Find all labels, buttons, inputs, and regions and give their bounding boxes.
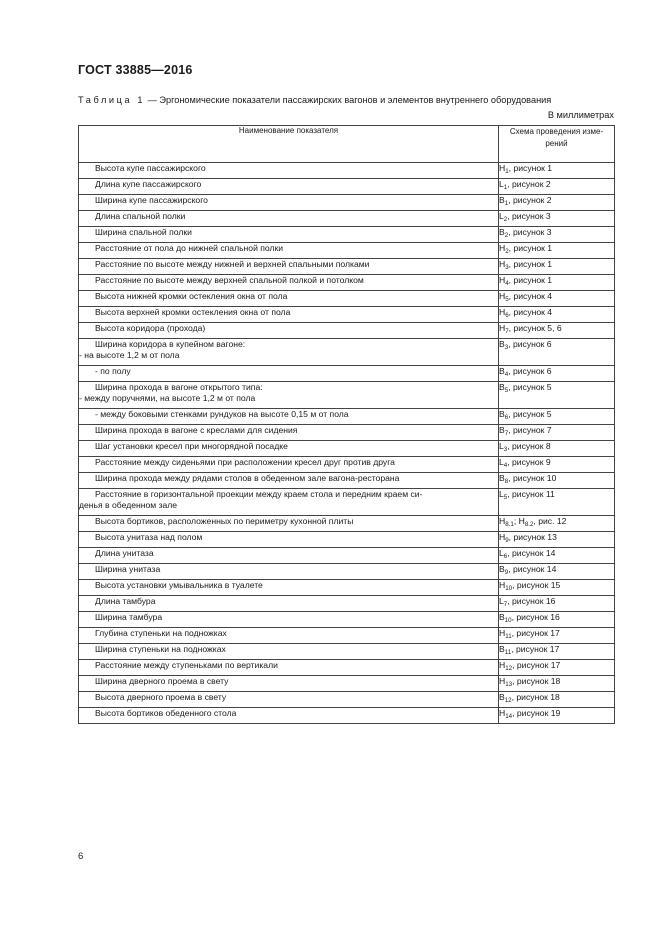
symbol-letter: H — [499, 163, 506, 173]
symbol-letter: L — [499, 211, 504, 221]
symbol-subscript: 11 — [504, 649, 512, 656]
figure-reference: , рисунок 4 — [508, 307, 553, 317]
indicator-name-line: Длина спальной полки — [95, 211, 186, 221]
figure-reference: , рисунок 14 — [508, 564, 557, 574]
table-row — [79, 628, 615, 644]
measurement-scheme-cell — [499, 179, 615, 195]
indicator-name-cell — [79, 473, 499, 489]
table-row — [79, 516, 615, 532]
indicator-name-cell — [79, 211, 499, 227]
symbol-letter: B — [499, 692, 505, 702]
table-row — [79, 473, 615, 489]
indicator-name-line: Высота унитаза над полом — [95, 532, 203, 542]
indicator-name-cell — [79, 644, 499, 660]
symbol-letter: L — [499, 548, 504, 558]
symbol-subscript: 5 — [503, 494, 508, 501]
column-header-scheme: Схема проведения изме-рений — [499, 126, 615, 163]
figure-reference: , рисунок 10 — [508, 473, 557, 483]
symbol-subscript: 8.1 — [505, 521, 514, 528]
column-header-name: Наименование показателя — [79, 126, 499, 163]
symbol-subscript: 7 — [503, 601, 508, 608]
indicator-name-cell — [79, 307, 499, 323]
indicator-name-cell — [79, 163, 499, 179]
indicator-name-line: Высота купе пассажирского — [95, 163, 206, 173]
table-row — [79, 291, 615, 307]
indicator-name-line: Ширина унитаза — [95, 564, 161, 574]
indicator-name-cell — [79, 676, 499, 692]
symbol-letter: B — [499, 339, 505, 349]
indicator-name-cell — [79, 628, 499, 644]
indicator-name-line: Ширина купе пассажирского — [95, 195, 208, 205]
symbol-subscript: 14 — [505, 713, 513, 720]
symbol-letter: H — [499, 307, 506, 317]
symbol-subscript: 3 — [503, 446, 508, 453]
table-row — [79, 195, 615, 211]
symbol-subscript: 1 — [504, 200, 509, 207]
symbol-subscript: 2 — [504, 232, 509, 239]
symbol-subscript: 8 — [504, 478, 509, 485]
indicator-name-line: Ширина прохода в вагоне открытого типа: — [95, 382, 263, 392]
figure-reference: , рисунок 18 — [512, 676, 561, 686]
table-row — [79, 275, 615, 291]
symbol-subscript: 10 — [504, 617, 512, 624]
indicator-name-line: Ширина коридора в купейном вагоне: — [95, 339, 246, 349]
indicator-name-cell — [79, 708, 499, 724]
measurement-scheme-cell — [499, 441, 615, 457]
figure-reference: , рисунок 1 — [508, 275, 553, 285]
measurement-scheme-cell — [499, 339, 615, 366]
indicator-name-line: Высота установки умывальника в туалете — [95, 580, 263, 590]
symbol-subscript: 7 — [504, 430, 509, 437]
symbol-subscript: 3 — [505, 264, 509, 271]
indicator-name-line: Ширина тамбура — [95, 612, 163, 622]
figure-reference: , рисунок 5 — [508, 382, 552, 392]
symbol-letter: B — [499, 644, 505, 654]
units-note: В миллиметрах — [547, 110, 614, 120]
symbol-subscript: 6 — [505, 312, 509, 319]
measurement-scheme-cell — [499, 532, 615, 548]
indicator-name-cell — [79, 259, 499, 275]
indicator-name-line: Высота верхней кромки остекления окна от пола — [95, 307, 291, 317]
measurement-scheme-cell — [499, 366, 615, 382]
indicator-name-cell — [79, 612, 499, 628]
table-row — [79, 612, 615, 628]
indicator-name-line: Высота дверного проема в свету — [95, 692, 227, 702]
indicator-name-line: - по полу — [95, 366, 131, 376]
symbol-subscript: 13 — [505, 681, 513, 688]
indicator-name-cell — [79, 532, 499, 548]
indicator-name-line: Ширина прохода между рядами столов в обеденном зале вагона-ресторана — [95, 473, 400, 483]
indicator-name-line: Ширина спальной полки — [95, 227, 192, 237]
symbol-letter: H — [499, 259, 506, 269]
indicator-name-cell — [79, 441, 499, 457]
symbol-subscript: 4 — [503, 462, 508, 469]
indicator-name-line: Ширина прохода в вагоне с креслами для сидения — [95, 425, 298, 435]
indicator-name-cell — [79, 339, 499, 366]
indicator-name-cell — [79, 580, 499, 596]
indicator-name-line: Расстояние между ступеньками по вертикали — [95, 660, 278, 670]
symbol-subscript: 11 — [505, 633, 512, 640]
symbol-letter: B — [499, 366, 505, 376]
indicator-name-line: Шаг установки кресел при многорядной посадке — [95, 441, 288, 451]
symbol-letter: B — [499, 409, 505, 419]
measurement-scheme-cell — [499, 612, 615, 628]
figure-reference: , рисунок 5 — [508, 409, 552, 419]
symbol-letter: H — [499, 291, 506, 301]
figure-reference: , рисунок 3 — [507, 211, 551, 221]
table-row — [79, 259, 615, 275]
indicator-name-cell — [79, 548, 499, 564]
measurement-scheme-cell — [499, 163, 615, 179]
indicator-name-line: Расстояние в горизонтальной проекции между краем стола и передним краем си- — [95, 489, 423, 499]
indicator-name-cell — [79, 275, 499, 291]
measurement-scheme-cell — [499, 473, 615, 489]
table-row — [79, 382, 615, 409]
document-header: ГОСТ 33885—2016 — [78, 63, 193, 77]
table-row — [79, 243, 615, 259]
indicator-name-line: Расстояние между сиденьями при расположении кресел друг против друга — [95, 457, 395, 467]
symbol-subscript: 4 — [504, 371, 509, 378]
symbol-subscript: 3 — [504, 344, 509, 351]
symbol-letter: H — [499, 516, 506, 526]
measurement-scheme-cell — [499, 596, 615, 612]
indicator-name-cell — [79, 596, 499, 612]
figure-reference: , рисунок 1 — [508, 243, 553, 253]
table-row — [79, 409, 615, 425]
symbol-letter: L — [499, 489, 504, 499]
indicator-name-line: - на высоте 1,2 м от пола — [79, 350, 180, 360]
measurement-scheme-cell — [499, 516, 615, 532]
measurement-scheme-cell — [499, 676, 615, 692]
figure-reference: , рисунок 17 — [511, 644, 560, 654]
indicator-name-line: Ширина ступеньки на подножках — [95, 644, 226, 654]
figure-reference: , рисунок 5, 6 — [508, 323, 562, 333]
figure-reference: , рисунок 9 — [507, 457, 551, 467]
figure-reference: , рисунок 8 — [507, 441, 551, 451]
symbol-subscript: 1 — [505, 168, 509, 175]
figure-reference: , рисунок 17 — [511, 628, 560, 638]
figure-reference: , рисунок 14 — [507, 548, 556, 558]
symbol-letter: B — [499, 195, 505, 205]
figure-reference: , рисунок 2 — [508, 195, 552, 205]
indicator-name-cell — [79, 660, 499, 676]
table-row — [79, 580, 615, 596]
figure-reference: , рисунок 2 — [507, 179, 551, 189]
symbol-subscript: 9 — [504, 569, 509, 576]
symbol-letter: L — [499, 179, 504, 189]
indicator-name-line: Расстояние по высоте между нижней и верхней спальными полками — [95, 259, 370, 269]
figure-reference: , рисунок 17 — [512, 660, 561, 670]
table-caption-lead: Таблица 1 — [78, 95, 146, 105]
figure-reference: , рисунок 1 — [508, 259, 553, 269]
measurement-scheme-cell — [499, 580, 615, 596]
symbol-letter: L — [499, 457, 504, 467]
table-row — [79, 548, 615, 564]
symbol-subscript: 5 — [504, 387, 509, 394]
measurement-scheme-cell — [499, 275, 615, 291]
table-row — [79, 179, 615, 195]
symbol-letter: H — [499, 660, 506, 670]
indicator-name-line: Расстояние по высоте между верхней спальной полкой и потолком — [95, 275, 364, 285]
figure-reference: , рисунок 6 — [508, 366, 552, 376]
table-row — [79, 425, 615, 441]
indicator-name-line: Глубина ступеньки на подножках — [95, 628, 227, 638]
table-row — [79, 307, 615, 323]
table-row — [79, 323, 615, 339]
figure-reference: , рисунок 15 — [512, 580, 561, 590]
symbol-subscript: 1 — [503, 184, 508, 191]
symbol-subscript: 9 — [505, 537, 509, 544]
table-row — [79, 676, 615, 692]
table-row — [79, 692, 615, 708]
indicator-name-cell — [79, 409, 499, 425]
measurement-scheme-cell — [499, 243, 615, 259]
symbol-subscript: 6 — [503, 553, 508, 560]
symbol-letter: H — [499, 580, 506, 590]
table-row — [79, 660, 615, 676]
figure-reference: , рисунок 16 — [511, 612, 560, 622]
symbol-subscript: 7 — [505, 328, 509, 335]
table-row — [79, 489, 615, 516]
measurement-scheme-cell — [499, 409, 615, 425]
symbol-subscript: 12 — [504, 697, 512, 704]
indicator-name-line: - между поручнями, на высоте 1,2 м от пола — [79, 393, 256, 403]
figure-reference: , рисунок 3 — [508, 227, 552, 237]
symbol-subscript: 5 — [505, 296, 509, 303]
measurement-scheme-cell — [499, 291, 615, 307]
measurement-scheme-cell — [499, 489, 615, 516]
symbol-letter: H — [499, 275, 506, 285]
symbol-letter: H — [499, 628, 506, 638]
measurement-scheme-cell — [499, 425, 615, 441]
indicator-name-line: Высота бортиков, расположенных по периметру кухонной плиты — [95, 516, 354, 526]
table-row — [79, 163, 615, 179]
table-row — [79, 366, 615, 382]
symbol-letter: L — [499, 441, 504, 451]
table-row — [79, 644, 615, 660]
figure-reference: , рисунок 18 — [511, 692, 560, 702]
page-number: 6 — [78, 851, 84, 862]
measurement-scheme-cell — [499, 457, 615, 473]
table-caption-text: — Эргономические показатели пассажирских вагонов и элементов внутреннего оборудования — [145, 95, 552, 105]
measurement-scheme-cell — [499, 211, 615, 227]
indicator-name-cell — [79, 489, 499, 516]
symbol-letter: B — [499, 564, 505, 574]
indicator-name-cell — [79, 692, 499, 708]
table-caption — [78, 95, 614, 105]
indicator-name-cell — [79, 243, 499, 259]
symbol-letter: L — [499, 596, 504, 606]
indicator-name-cell — [79, 366, 499, 382]
indicator-name-cell — [79, 425, 499, 441]
indicator-name-line: Длина тамбура — [95, 596, 156, 606]
figure-reference: , рисунок 4 — [508, 291, 553, 301]
indicator-name-cell — [79, 516, 499, 532]
table-body — [79, 163, 615, 724]
symbol-subscript: 8.2 — [524, 521, 534, 528]
symbol-subscript: 6 — [504, 414, 509, 421]
indicator-name-cell — [79, 195, 499, 211]
indicator-name-line: Высота бортиков обеденного стола — [95, 708, 237, 718]
table-row — [79, 457, 615, 473]
indicator-name-cell — [79, 457, 499, 473]
figure-reference: , рисунок 7 — [508, 425, 552, 435]
symbol-letter: H — [499, 676, 506, 686]
symbol-letter: B — [499, 612, 505, 622]
figure-reference: , рисунок 11 — [507, 489, 555, 499]
measurement-scheme-cell — [499, 195, 615, 211]
measurement-scheme-cell — [499, 628, 615, 644]
symbol-subscript: 10 — [505, 585, 513, 592]
figure-reference: , рисунок 16 — [507, 596, 556, 606]
measurement-scheme-cell — [499, 692, 615, 708]
ergonomics-table — [78, 125, 615, 724]
figure-reference: , рис. 12 — [533, 516, 567, 526]
indicator-name-line: Ширина дверного проема в свету — [95, 676, 229, 686]
measurement-scheme-cell — [499, 382, 615, 409]
measurement-scheme-cell — [499, 259, 615, 275]
symbol-subscript: 12 — [505, 665, 513, 672]
indicator-name-line: Высота коридора (прохода) — [95, 323, 206, 333]
figure-reference: ; H — [513, 516, 525, 526]
measurement-scheme-cell — [499, 660, 615, 676]
symbol-subscript: 2 — [505, 248, 509, 255]
table-row — [79, 339, 615, 366]
symbol-letter: B — [499, 473, 505, 483]
table-row — [79, 564, 615, 580]
indicator-name-cell — [79, 227, 499, 243]
indicator-name-line: Длина унитаза — [95, 548, 154, 558]
symbol-letter: B — [499, 425, 505, 435]
indicator-name-cell — [79, 382, 499, 409]
measurement-scheme-cell — [499, 227, 615, 243]
symbol-letter: B — [499, 382, 505, 392]
indicator-name-cell — [79, 179, 499, 195]
indicator-name-line: Расстояние от пола до нижней спальной полки — [95, 243, 284, 253]
figure-reference: , рисунок 1 — [508, 163, 553, 173]
table-row — [79, 227, 615, 243]
measurement-scheme-cell — [499, 644, 615, 660]
measurement-scheme-cell — [499, 323, 615, 339]
table-row — [79, 441, 615, 457]
figure-reference: , рисунок 6 — [508, 339, 552, 349]
measurement-scheme-cell — [499, 564, 615, 580]
measurement-scheme-cell — [499, 307, 615, 323]
indicator-name-line: Высота нижней кромки остекления окна от пола — [95, 291, 288, 301]
symbol-letter: H — [499, 323, 506, 333]
indicator-name-line: денья в обеденном зале — [79, 500, 178, 510]
figure-reference: , рисунок 13 — [508, 532, 557, 542]
table-row — [79, 596, 615, 612]
indicator-name-line: Длина купе пассажирского — [95, 179, 202, 189]
measurement-scheme-cell — [499, 548, 615, 564]
symbol-letter: H — [499, 708, 506, 718]
indicator-name-cell — [79, 323, 499, 339]
indicator-name-cell — [79, 291, 499, 307]
table-row — [79, 211, 615, 227]
figure-reference: , рисунок 19 — [512, 708, 561, 718]
measurement-scheme-cell — [499, 708, 615, 724]
symbol-subscript: 2 — [503, 216, 508, 223]
symbol-letter: H — [499, 532, 506, 542]
indicator-name-line: - между боковыми стенками рундуков на высоте 0,15 м от пола — [95, 409, 349, 419]
table-header-row — [79, 126, 615, 163]
indicator-name-cell — [79, 564, 499, 580]
symbol-subscript: 4 — [505, 280, 509, 287]
table-row — [79, 708, 615, 724]
symbol-letter: B — [499, 227, 505, 237]
symbol-letter: H — [499, 243, 506, 253]
table-row — [79, 532, 615, 548]
